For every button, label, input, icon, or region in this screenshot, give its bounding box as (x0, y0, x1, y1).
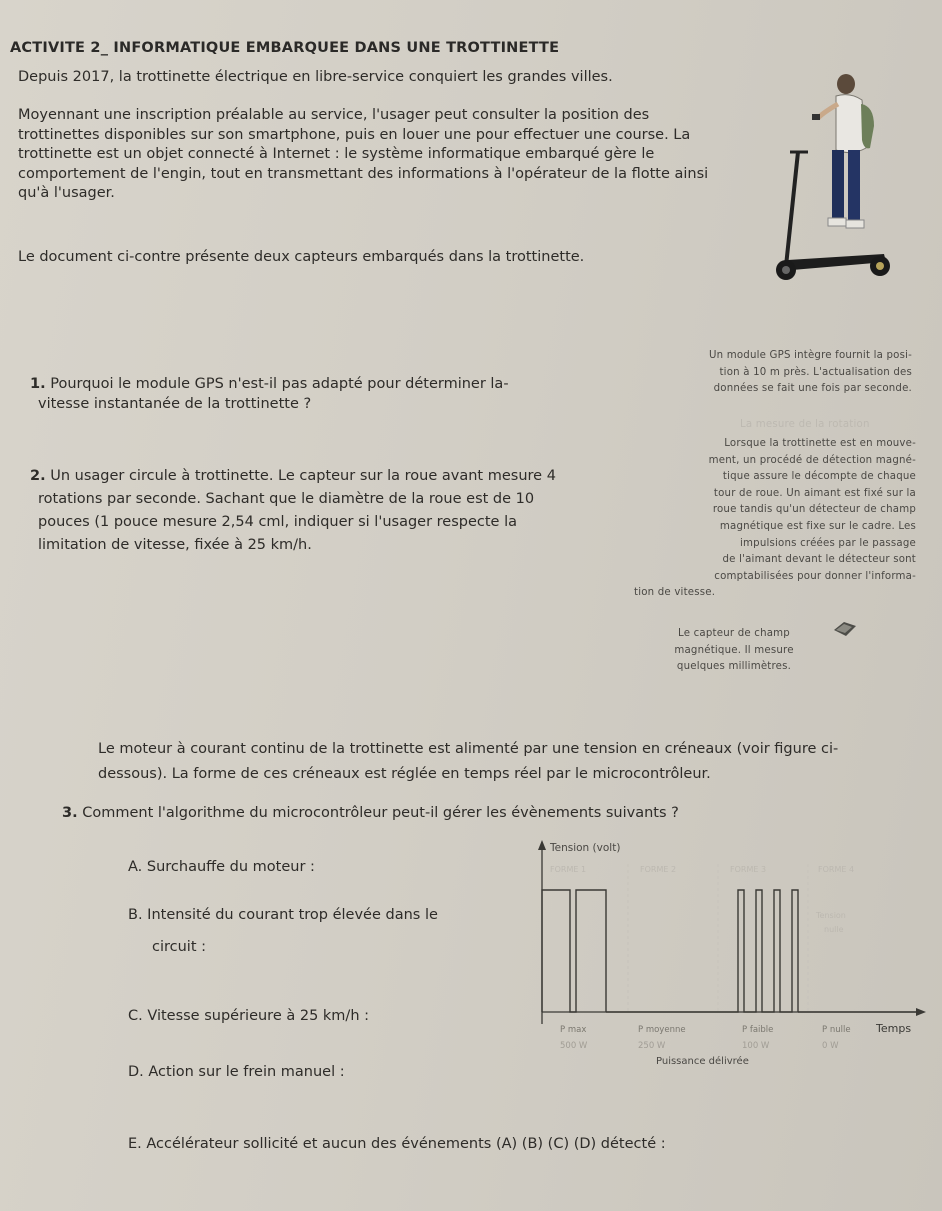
magnetic-sensor-icon (832, 620, 858, 640)
event-d: D. Action sur le frein manuel : (128, 1064, 345, 1080)
power-caption: Puissance délivrée (656, 1056, 749, 1067)
intro-line: comportement de l'engin, tout en transmettant des informations à l'opérateur de la flotte ainsi (18, 165, 709, 182)
faded-heading: La mesure de la rotation (740, 419, 870, 430)
sensor-note-line: roue tandis qu'un détecteur de champ (712, 504, 916, 516)
sensor-note-line: impulsions créées par le passage (740, 537, 916, 549)
question-2 (30, 465, 556, 557)
gps-note-line: données se fait une fois par seconde. (713, 383, 912, 395)
sensor-note-line: comptabilisées pour donner l'informa- (714, 570, 916, 582)
question-3-text: Comment l'algorithme du microcontrôleur peut-il gérer les évènements suivants ? (82, 805, 679, 821)
question-2-text: Un usager circule à trottinette. Le capteur sur la roue avant mesure 4 (50, 468, 556, 484)
sensor-note-line: tour de roue. Un aimant est fixé sur la (713, 487, 916, 499)
form-label: FORME 4 (818, 865, 855, 874)
sensor-note-line: magnétique est fixe sur le cadre. Les (719, 520, 916, 532)
question-1-line-1 (30, 374, 509, 394)
sensor-caption-line: magnétique. Il mesure (674, 644, 794, 656)
intro-line: qu'à l'usager. (18, 185, 115, 201)
question-2-number: 2. (30, 468, 46, 484)
question-3 (62, 804, 679, 822)
power-value: 500 W (560, 1041, 588, 1051)
x-axis-label: Temps (876, 1022, 912, 1035)
event-b: B. Intensité du courant trop élevée dans le (128, 907, 438, 923)
form-label: FORME 2 (640, 865, 677, 874)
power-label: P faible (742, 1025, 774, 1035)
sensor-note-line: de l'aimant devant le détecteur sont (722, 554, 916, 566)
power-label: P nulle (822, 1025, 851, 1035)
intro-line-1: Depuis 2017, la trottinette électrique en libre-service conquiert les grandes villes. (18, 69, 613, 85)
intro-line: Moyennant une inscription préalable au service, l'usager peut consulter la position des (18, 107, 650, 123)
event-b-cont: circuit : (152, 939, 207, 955)
sensor-note-line: tique assure le décompte de chaque (722, 471, 916, 483)
motor-paragraph (98, 737, 838, 787)
sensor-note (634, 436, 916, 602)
y-axis-label: Tension (volt) (550, 842, 621, 854)
y-axis-arrow (538, 840, 546, 850)
event-e: E. Accélérateur sollicité et aucun des événements (A) (B) (C) (D) détecté : (128, 1136, 666, 1152)
power-value: 0 W (822, 1041, 839, 1051)
form-label: FORME 3 (730, 865, 767, 874)
question-2-line: pouces (1 pouce mesure 2,54 cml, indiquer si l'usager respecte la (38, 514, 517, 530)
question-2-line-1 (30, 465, 556, 488)
sensor-caption (644, 626, 824, 676)
power-label: P max (560, 1025, 587, 1035)
question-2-line: limitation de vitesse, fixée à 25 km/h. (38, 537, 312, 553)
gps-note-line: tion à 10 m près. L'actualisation des (719, 366, 912, 378)
intro-paragraph (18, 106, 708, 204)
gps-note-line: Un module GPS intègre fournit la posi- (708, 350, 912, 361)
motor-line: Le moteur à courant continu de la trottinette est alimenté par une tension en créneaux (voir figure ci- (98, 741, 839, 757)
question-2-line: rotations par seconde. Sachant que le diamètre de la roue est de 10 (38, 491, 535, 507)
question-1-line-2: vitesse instantanée de la trottinette ? (38, 396, 312, 412)
sensor-note-line: Lorsque la trottinette est en mouve- (724, 438, 916, 449)
sensor-note-line: ment, un procédé de détection magné- (708, 454, 916, 466)
event-c: C. Vitesse supérieure à 25 km/h : (128, 1008, 370, 1024)
motor-line: dessous). La forme de ces créneaux est réglée en temps réel par le microcontrôleur. (98, 766, 711, 782)
intro-line-3: Le document ci-contre présente deux capteurs embarqués dans la trottinette. (18, 249, 585, 265)
page-title: ACTIVITE 2_ INFORMATIQUE EMBARQUEE DANS UNE TROTTINETTE (10, 40, 560, 56)
question-1-number: 1. (30, 376, 46, 392)
intro-line: trottinette est un objet connecté à Internet : le système informatique embarqué gère le (18, 146, 655, 162)
scooter-rider-illustration (766, 70, 894, 290)
intro-line: trottinettes disponibles sur son smartphone, puis en louer une pour effectuer une course. La (18, 126, 691, 143)
power-label: P moyenne (638, 1025, 686, 1035)
null-tension-label: nulle (824, 925, 844, 934)
pulse-form-1 (542, 890, 606, 1012)
sensor-caption-line: Le capteur de champ (678, 628, 790, 639)
pulse-form-3 (646, 890, 798, 1012)
null-tension-label: Tension (816, 911, 846, 920)
pwm-voltage-figure (520, 838, 932, 1068)
question-3-number: 3. (62, 805, 78, 821)
sensor-note-line: tion de vitesse. (634, 587, 716, 599)
question-1 (30, 374, 509, 414)
sensor-caption-line: quelques millimètres. (676, 661, 792, 673)
power-value: 100 W (742, 1041, 770, 1051)
power-value: 250 W (638, 1041, 666, 1051)
form-label: FORME 1 (550, 865, 587, 874)
event-a: A. Surchauffe du moteur : (128, 859, 315, 875)
gps-note (709, 348, 912, 398)
question-1-text: Pourquoi le module GPS n'est-il pas adapté pour déterminer la- (50, 376, 509, 392)
